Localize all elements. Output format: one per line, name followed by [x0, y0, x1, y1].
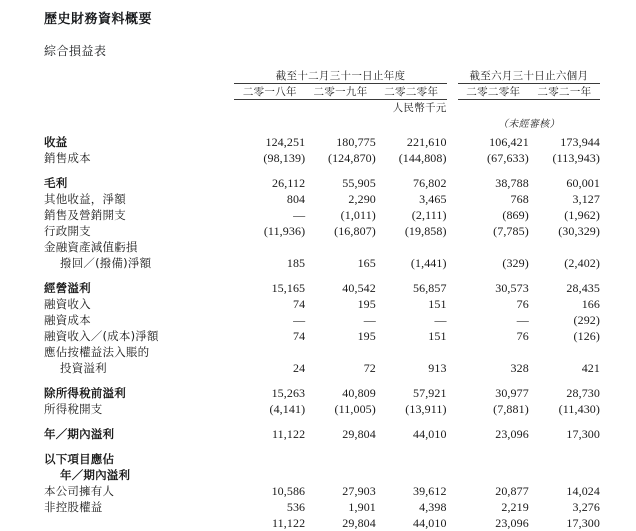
- table-row: [44, 328, 600, 344]
- row-value: —: [363, 313, 376, 327]
- row-label: [44, 515, 234, 531]
- group-header-interim: 截至六月三十日止六個月: [458, 68, 600, 84]
- row-value: 913: [428, 361, 447, 375]
- table-row: [44, 191, 600, 207]
- row-value: 57,921: [413, 386, 447, 400]
- column-gap: [447, 467, 458, 483]
- row-value: (7,785): [493, 224, 529, 238]
- row-value: [234, 344, 305, 360]
- row-value: 76: [516, 329, 529, 343]
- row-label: 所得稅開支: [44, 401, 234, 417]
- row-value: [458, 467, 529, 483]
- row-value: 28,730: [566, 386, 600, 400]
- row-value: (4,141): [269, 402, 306, 416]
- row-value: 60,001: [566, 176, 600, 190]
- table-gap-row: [44, 442, 600, 451]
- row-value: 15,263: [271, 386, 306, 400]
- row-value: 1,901: [348, 500, 376, 514]
- row-value: 11,122: [272, 516, 306, 530]
- table-row: [44, 312, 600, 328]
- unit-row: [44, 100, 600, 116]
- row-value: (2,402): [564, 256, 600, 270]
- row-value: 74: [292, 329, 306, 343]
- table-gap-row: [44, 417, 600, 426]
- row-label: 銷售成本: [44, 150, 234, 166]
- row-value: 165: [357, 256, 376, 270]
- table-row: [44, 499, 600, 515]
- table-row: [44, 401, 600, 417]
- row-value: [529, 239, 600, 255]
- row-label: 銷售及營銷開支: [44, 207, 234, 223]
- table-gap-row: [44, 166, 600, 175]
- column-gap: [447, 328, 458, 344]
- financial-statement-table: [44, 68, 600, 531]
- row-value: 17,300: [566, 516, 600, 530]
- row-label: 其他收益，淨額: [44, 191, 234, 207]
- table-row: [44, 296, 600, 312]
- table-row: [44, 385, 600, 401]
- row-value: [234, 451, 305, 467]
- table-gap-row: [44, 376, 600, 385]
- column-gap: [447, 515, 458, 531]
- column-gap: [447, 191, 458, 207]
- row-value: 804: [286, 192, 306, 206]
- audit-note-row: [44, 115, 600, 130]
- page-title: 歷史財務資料概要: [44, 12, 153, 27]
- row-value: 4,398: [419, 500, 447, 514]
- row-value: [529, 344, 600, 360]
- row-label: 融資收入／(成本)淨額: [44, 328, 234, 344]
- row-value: (11,005): [334, 402, 376, 416]
- column-gap: [447, 344, 458, 360]
- row-value: 768: [510, 192, 529, 206]
- row-value: 221,610: [406, 135, 447, 149]
- row-label: 撥回／(撥備)淨額: [44, 255, 234, 271]
- row-label: 應佔按權益法入賬的: [44, 345, 150, 359]
- row-value: 10,586: [271, 484, 306, 498]
- row-value: —: [516, 313, 529, 327]
- row-label: 金融資產減值虧損: [44, 240, 138, 254]
- table-row: [44, 175, 600, 191]
- row-value: 56,857: [413, 281, 447, 295]
- row-value: 15,165: [271, 281, 306, 295]
- table-row: [44, 150, 600, 166]
- row-label: 融資成本: [44, 312, 234, 328]
- row-label: 以下項目應佔: [44, 452, 115, 466]
- row-value: 173,944: [560, 135, 600, 149]
- row-value: (16,807): [334, 224, 376, 238]
- column-gap: [447, 207, 458, 223]
- row-label: 除所得稅前溢利: [44, 385, 234, 401]
- table-row: [44, 426, 600, 442]
- row-value: 106,421: [489, 135, 529, 149]
- row-value: 44,010: [413, 427, 447, 441]
- table-row: [44, 239, 600, 255]
- row-value: (126): [573, 329, 600, 343]
- row-value: 26,112: [272, 176, 306, 190]
- column-gap: [447, 134, 458, 150]
- column-header-2020-interim: 二零二零年: [458, 84, 529, 100]
- currency-unit-label: 人民幣千元: [392, 102, 447, 114]
- row-value: [376, 344, 447, 360]
- table-row: [44, 207, 600, 223]
- row-value: —: [293, 313, 306, 327]
- row-value: 23,096: [495, 516, 529, 530]
- column-gap: [447, 483, 458, 499]
- row-value: 14,024: [566, 484, 600, 498]
- row-value: 2,290: [348, 192, 376, 206]
- table-row: [44, 483, 600, 499]
- row-value: (144,808): [398, 151, 447, 165]
- row-value: (7,881): [493, 402, 529, 416]
- column-gap: [447, 150, 458, 166]
- row-value: 151: [428, 329, 447, 343]
- row-value: 166: [581, 297, 600, 311]
- table-header: [44, 68, 600, 134]
- row-value: 74: [292, 297, 306, 311]
- column-gap: [447, 296, 458, 312]
- table-body: [44, 134, 600, 531]
- row-value: (13,911): [405, 402, 447, 416]
- column-gap: [447, 385, 458, 401]
- table-row: [44, 280, 600, 296]
- column-gap: [447, 239, 458, 255]
- row-value: 39,612: [413, 484, 447, 498]
- row-value: 20,877: [495, 484, 529, 498]
- row-value: (30,329): [558, 224, 600, 238]
- row-value: (869): [502, 208, 529, 222]
- row-value: (329): [502, 256, 529, 270]
- row-value: 2,219: [501, 500, 529, 514]
- row-value: [376, 467, 447, 483]
- row-value: [234, 467, 305, 483]
- column-header-2021-interim: 二零二一年: [529, 84, 600, 100]
- row-value: 44,010: [413, 516, 447, 530]
- row-value: 38,788: [495, 176, 529, 190]
- row-value: 195: [357, 297, 376, 311]
- table-row: [44, 451, 600, 467]
- column-gap: [447, 255, 458, 271]
- row-value: 29,804: [342, 427, 376, 441]
- row-value: 27,903: [342, 484, 376, 498]
- row-value: (67,633): [487, 151, 529, 165]
- row-value: (11,936): [263, 224, 306, 238]
- table-row: [44, 255, 600, 271]
- column-gap: [447, 280, 458, 296]
- row-label: 融資收入: [44, 296, 234, 312]
- row-value: (292): [573, 313, 600, 327]
- row-label: 收益: [44, 134, 234, 150]
- row-value: [305, 451, 376, 467]
- row-value: 17,300: [566, 427, 600, 441]
- row-value: [458, 344, 529, 360]
- row-value: (113,943): [552, 151, 600, 165]
- row-label: 本公司擁有人: [44, 483, 234, 499]
- row-value: (124,870): [327, 151, 376, 165]
- column-header-2020-annual: 二零二零年: [376, 84, 447, 100]
- row-value: 185: [286, 256, 306, 270]
- row-value: 76: [516, 297, 529, 311]
- row-value: (19,858): [404, 224, 447, 238]
- row-value: (1,011): [340, 208, 376, 222]
- column-header-2018: 二零一八年: [234, 84, 305, 100]
- row-value: [529, 467, 600, 483]
- unaudited-note: （未經審核）: [497, 119, 560, 130]
- row-value: 76,802: [413, 176, 447, 190]
- column-gap: [447, 499, 458, 515]
- row-value: (98,139): [263, 151, 306, 165]
- table-row: [44, 360, 600, 376]
- row-value: 3,127: [572, 192, 600, 206]
- row-value: 40,542: [342, 281, 376, 295]
- row-value: 29,804: [342, 516, 376, 530]
- table-row: [44, 515, 600, 531]
- row-label: 非控股權益: [44, 499, 234, 515]
- row-value: 180,775: [336, 135, 376, 149]
- row-value: [305, 239, 376, 255]
- row-value: (11,430): [558, 402, 600, 416]
- group-header-annual: 截至十二月三十一日止年度: [234, 68, 446, 84]
- column-gap: [447, 360, 458, 376]
- row-value: 11,122: [272, 427, 306, 441]
- row-value: 3,465: [419, 192, 447, 206]
- row-value: 24: [292, 361, 306, 375]
- row-value: 421: [581, 361, 600, 375]
- row-value: 328: [510, 361, 529, 375]
- column-gap: [447, 426, 458, 442]
- row-value: [376, 239, 447, 255]
- row-value: (2,111): [411, 208, 447, 222]
- row-value: 30,977: [495, 386, 529, 400]
- column-gap: [447, 451, 458, 467]
- section-subtitle: 綜合損益表: [44, 44, 107, 58]
- row-value: —: [434, 313, 447, 327]
- row-label: 年／期內溢利: [44, 467, 234, 483]
- row-value: —: [293, 208, 306, 222]
- row-label: 經營溢利: [44, 280, 234, 296]
- row-value: [458, 239, 529, 255]
- row-value: [458, 451, 529, 467]
- row-label: 投資溢利: [44, 360, 234, 376]
- table-row: [44, 467, 600, 483]
- row-label: 毛利: [44, 175, 234, 191]
- table-row: [44, 344, 600, 360]
- row-value: 151: [428, 297, 447, 311]
- row-value: 40,809: [342, 386, 376, 400]
- row-label: 年／期內溢利: [44, 426, 234, 442]
- column-gap: [447, 312, 458, 328]
- row-value: 28,435: [566, 281, 600, 295]
- row-value: (1,962): [564, 208, 600, 222]
- group-header-row: [44, 68, 600, 84]
- row-value: 55,905: [342, 176, 376, 190]
- column-gap: [447, 175, 458, 191]
- row-value: [376, 451, 447, 467]
- row-value: 72: [363, 361, 376, 375]
- row-value: 30,573: [495, 281, 529, 295]
- row-value: [234, 239, 305, 255]
- table-row: [44, 223, 600, 239]
- row-value: 195: [357, 329, 376, 343]
- row-value: 3,276: [572, 500, 600, 514]
- column-header-row: [44, 84, 600, 100]
- column-gap: [447, 401, 458, 417]
- row-value: [305, 344, 376, 360]
- column-header-2019: 二零一九年: [305, 84, 376, 100]
- row-value: 124,251: [265, 135, 306, 149]
- row-value: [529, 451, 600, 467]
- row-value: 536: [286, 500, 306, 514]
- row-value: (1,441): [410, 256, 447, 270]
- row-value: 23,096: [495, 427, 529, 441]
- row-value: [305, 467, 376, 483]
- row-label: 行政開支: [44, 223, 234, 239]
- table-gap-row: [44, 271, 600, 280]
- column-gap: [447, 223, 458, 239]
- table-row: [44, 134, 600, 150]
